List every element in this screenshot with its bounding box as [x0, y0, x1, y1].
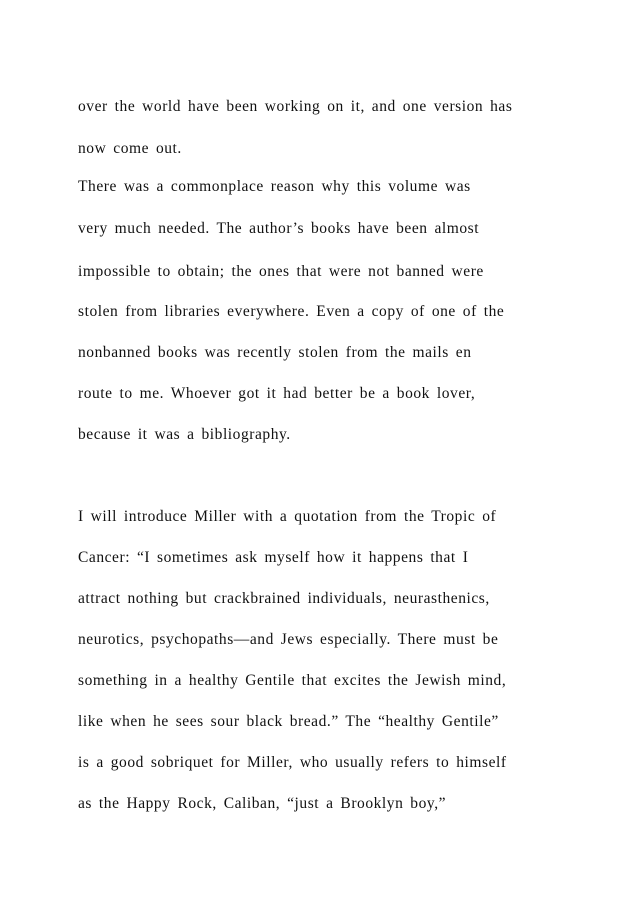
text-line: route to me. Whoever got it had better be a book lover,: [78, 385, 476, 402]
text-line: neurotics, psychopaths—and Jews especially. There must be: [78, 631, 499, 648]
text-line: because it was a bibliography.: [78, 426, 291, 443]
text-line: like when he sees sour black bread.” The “healthy Gentile”: [78, 713, 499, 730]
text-line: impossible to obtain; the ones that were not banned were: [78, 263, 484, 280]
text-line: is a good sobriquet for Miller, who usually refers to himself: [78, 754, 507, 771]
text-line: now come out.: [78, 140, 182, 157]
text-line: nonbanned books was recently stolen from the mails en: [78, 344, 472, 361]
text-line: as the Happy Rock, Caliban, “just a Brooklyn boy,”: [78, 795, 447, 812]
text-line: stolen from libraries everywhere. Even a copy of one of the: [78, 303, 505, 320]
text-line: something in a healthy Gentile that excites the Jewish mind,: [78, 672, 507, 689]
text-line: Cancer: “I sometimes ask myself how it happens that I: [78, 549, 469, 566]
text-line: There was a commonplace reason why this volume was: [78, 178, 471, 195]
text-line: very much needed. The author’s books have been almost: [78, 220, 480, 237]
text-line: attract nothing but crackbrained individuals, neurasthenics,: [78, 590, 490, 607]
text-line: I will introduce Miller with a quotation from the Tropic of: [78, 508, 497, 525]
text-line: over the world have been working on it, and one version has: [78, 98, 513, 115]
